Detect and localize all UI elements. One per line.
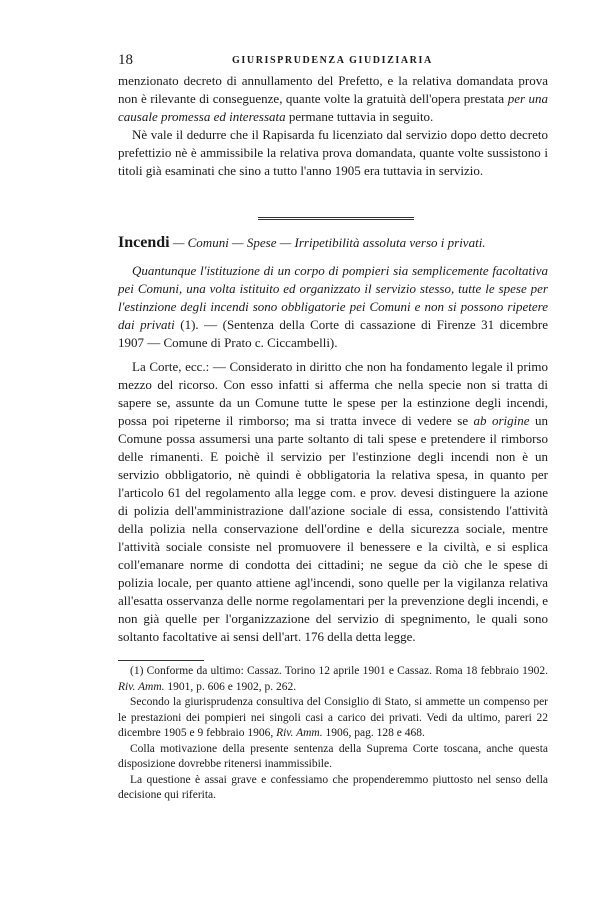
summary-citation: (1). — (Sentenza della Corte di cassazione di Firenze 31 dicembre 1907 — Comune di Prato c. Ciccambelli).: [118, 317, 549, 350]
case-summary: [118, 262, 548, 352]
italic-phrase: per una causale promessa ed interessata: [118, 91, 548, 124]
footnotes: [118, 664, 548, 804]
page-number: 18: [118, 52, 133, 68]
summary-maxim: Quantunque l'istituzione di un corpo di pompieri sia semplicemente facoltativa pei Comuni, una volta istituito ed organizzato il servizio stesso, tutte le spese per l'estinzione degli incendi sono obbligatorie pei Comuni e non si possono ripetere dai privati: [118, 263, 548, 332]
footnote-rule: [118, 660, 204, 661]
section-keywords: — Comuni — Spese — Irripetibilità assoluta verso i privati.: [169, 235, 486, 250]
section-divider: [258, 217, 414, 220]
running-title: GIURISPRUDENZA GIUDIZIARIA: [232, 55, 433, 66]
italic-phrase: ab origine: [473, 413, 530, 428]
section-heading: [118, 234, 548, 252]
page-header: [118, 52, 548, 72]
continuation-text: [118, 72, 548, 180]
footnote-4: La questione è assai grave e confessiamo che propenderemmo piuttosto nel senso della decisione qui riferita.: [118, 773, 548, 801]
continuation-paragraph-2: Nè vale il dedurre che il Rapisarda fu licenziato dal servizio dopo detto decreto prefettizio nè è ammissibile la relativa prova domandata, quante volte sussistono i titoli già esaminati che sino a tutto l'anno 1905 era tuttavia in servizio.: [118, 127, 548, 178]
footnote-1: (1) Conforme da ultimo: Cassaz. Torino 12 aprile 1901 e Cassaz. Roma 18 febbraio 1902. Riv. Amm. 1901, p. 606 e 1902, p. 262.: [118, 665, 548, 693]
section-title: Incendi: [118, 234, 170, 251]
footnote-2: Secondo la giurisprudenza consultiva del Consiglio di Stato, si ammette un compenso per le prestazioni dei pompieri nei singoli casi a carico dei privati. Vedi da ultimo, pareri 22 dicembre 1905 e 9 febbraio 1906, Riv. Amm. 1906, pag. 128 e 468.: [118, 696, 548, 739]
footnote-3: Colla motivazione della presente sentenza della Suprema Corte toscana, anche questa disposizione dovrebbe ritenersi inammissibile.: [118, 742, 548, 770]
decision-text: La Corte, ecc.: — Considerato in diritto che non ha fondamento legale il primo mezzo del ricorso. Con esso infatti si afferma che nella specie non si tratta di sapere se, assunte da un Comune tutte le spese per la estinzione degli incendi, possa poi ripeterne il rimborso; ma si tratta invece di vedere se ab origine un Comune possa assumersi una parte soltanto di tali spese e pretendere il rimborso delle rimanenti. E poichè il servizio per l'estinzione degli incendi non è un servizio obbligatorio, nè quindi è obbligatoria la relativa spesa, in quanto per l'articolo 61 del regolamento alla legge com. e prov. devesi distinguere la azione di polizia dell'amministrazione dall'azione sociale di essa, consistendo l'attività della polizia nella conservazione dell'ordine e della sicurezza sociale, mentre l'attività sociale consiste nel promuovere il benessere e la civiltà, e si esplica coll'emanare norme di condotta dei cittadini; ne segue da ciò che le spese di polizia locale, per quanto attiene agl'incendi, sono quelle per la vigilanza relativa all'esatta osservanza delle norme regolamentari per la prevenzione degli incendi, e non già quelle per l'organizzazione del servizio di spegnimento, le quali sono soltanto facoltative ai sensi dell'art. 176 della detta legge.: [118, 359, 548, 644]
continuation-paragraph-1: menzionato decreto di annullamento del Prefetto, e la relativa domandata prova non è rilevante di conseguenze, quante volte la gratuità dell'opera prestata per una causale promessa ed interessata permane tuttavia in seguito.: [118, 73, 548, 124]
